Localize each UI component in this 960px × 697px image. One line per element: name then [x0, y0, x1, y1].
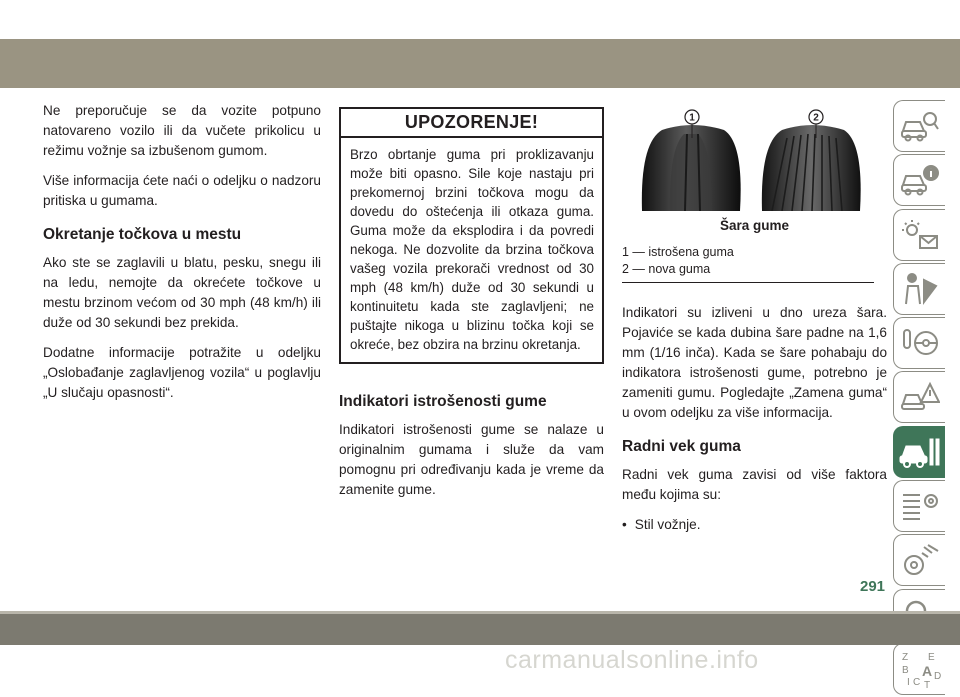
tab-dashboard-lights[interactable]	[893, 209, 945, 261]
index-abc-icon	[898, 649, 942, 689]
paragraph: Radni vek guma zavisi od više faktora među kojima su:	[622, 467, 887, 502]
svg-text:A: A	[921, 662, 932, 679]
section-heading: Radni vek guma	[622, 438, 741, 455]
paragraph: Indikatori istrošenosti gume se nalaze u originalnim gumama i služe da vam pomognu pri određivanju kada je vreme da zamenite gume.	[339, 422, 604, 497]
svg-text:E: E	[927, 651, 935, 663]
steering-wheel-icon	[900, 326, 940, 360]
car-wrench-icon	[898, 435, 942, 469]
multimedia-icon	[900, 543, 940, 577]
svg-text:C: C	[912, 676, 920, 688]
paragraph: Više informacija ćete naći o odeljku o nadzoru pritiska u gumama.	[43, 173, 321, 208]
svg-text:I: I	[906, 676, 910, 688]
tab-multimedia[interactable]	[893, 534, 945, 586]
figure-title: Šara gume	[719, 218, 790, 233]
watermark: carmanualsonline.info	[505, 646, 759, 674]
warning-car-icon	[900, 380, 940, 414]
bullet-item	[622, 515, 887, 535]
footer-bar	[0, 611, 960, 645]
tab-index[interactable]	[893, 643, 945, 695]
tab-car-search[interactable]	[893, 100, 945, 152]
tab-safety[interactable]	[893, 263, 945, 315]
left-column	[43, 101, 321, 413]
callout-1-label: 1	[689, 112, 695, 124]
svg-text:D: D	[933, 670, 941, 682]
warning-box	[339, 107, 604, 364]
tab-starting-driving[interactable]	[893, 317, 945, 369]
legend-item: 1 — istrošena guma	[622, 245, 734, 259]
car-info-icon	[900, 163, 940, 197]
bullet-mark: •	[622, 517, 627, 532]
svg-text:B: B	[901, 664, 909, 676]
middle-column	[339, 107, 604, 510]
svg-text:Z: Z	[901, 651, 908, 663]
dashboard-lights-icon	[900, 218, 940, 252]
svg-text:T: T	[923, 679, 930, 689]
new-tire-icon	[762, 125, 861, 211]
paragraph: Dodatne informacije potražite u odeljku „Oslobađanje zaglavljenog vozila“ u poglavlju „U slučaju opasnosti“.	[43, 345, 321, 400]
paragraph: Ako ste se zaglavili u blatu, pesku, snegu ili na ledu, nemojte da okrećete točkove u mestu brzinom većom od 30 mph (48 km/h) ili duže od 30 sekundi bez prekida.	[43, 255, 321, 330]
section-heading: Indikatori istrošenosti gume	[339, 393, 547, 410]
right-column	[622, 108, 887, 535]
page-number: 291	[860, 578, 886, 595]
paragraph: Ne preporučuje se da vozite potpuno natovareno vozilo ili da vučete prikolicu u režimu vožnje sa izbušenom gumom.	[43, 103, 321, 158]
tires-illustration	[622, 108, 877, 211]
car-search-icon	[900, 109, 940, 143]
tab-emergency[interactable]	[893, 371, 945, 423]
chapter-tabs	[893, 100, 949, 697]
tire-tread-figure	[622, 108, 877, 211]
warning-text: Brzo obrtanje guma pri proklizavanju može biti opasno. Sile koje nastaju pri prekomernoj brzini točkova mogu da dovedu do oštećenja ili otkaza guma. Guma može da eksplodira i da povredi nekoga. Ne dozvolite da brzina točkova vašeg vozila prekorači vrednost od 30 mph (48 km/h) duže od 30 sekundi u kontinuitetu kada ste zaglavljeni; ne puštajte nikoga u blizinu točka koji se okreće, bez obzira na brzinu okretanja.	[350, 147, 594, 352]
figure-legend	[622, 244, 874, 283]
tab-car-info[interactable]	[893, 154, 945, 206]
bullet-text: Stil vožnje.	[634, 517, 701, 532]
worn-tire-icon	[642, 125, 741, 211]
warning-title: UPOZORENJE!	[341, 109, 602, 138]
callout-2-label: 2	[813, 112, 819, 124]
section-heading: Okretanje točkova u mestu	[43, 226, 242, 243]
paragraph: Indikatori su izliveni u dno ureza šara. Pojaviće se kada dubina šare padne na 1,6 mm (1/16 inča). Kada se šare pohabaju do indikatora istrošenosti gume, potrebno je zameniti gumu. Pogledajte „Zamena guma“ u ovom odeljku za više informacija.	[622, 305, 887, 420]
person-airbag-icon	[900, 272, 940, 306]
header-bar	[0, 39, 960, 88]
tab-servicing-maintenance[interactable]	[893, 426, 945, 478]
specs-gear-icon	[900, 489, 940, 523]
tab-specifications[interactable]	[893, 480, 945, 532]
legend-item: 2 — nova guma	[622, 262, 711, 276]
